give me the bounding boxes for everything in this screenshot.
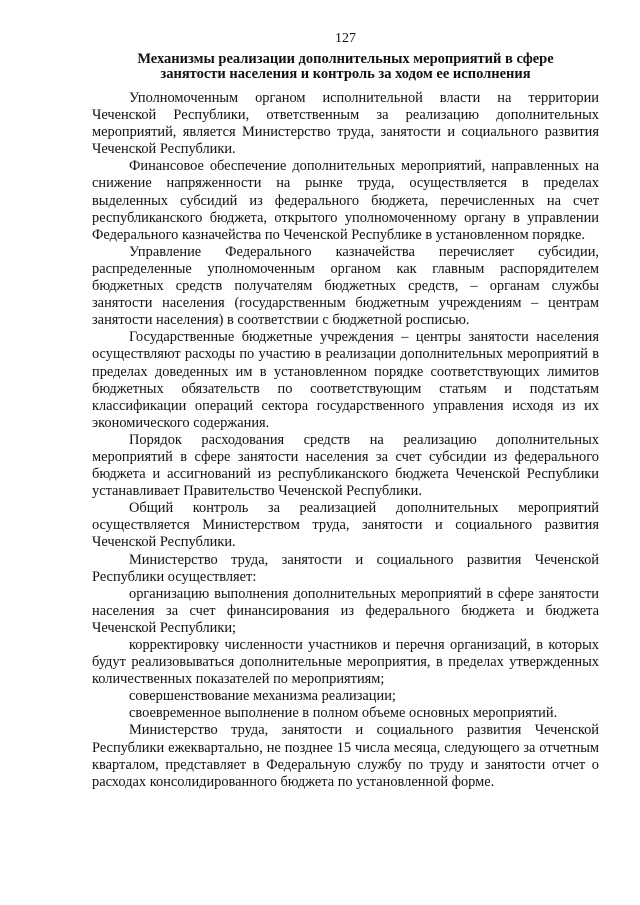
paragraph: Министерство труда, занятости и социального развития Чеченской Республики осуществляет: bbox=[92, 551, 599, 585]
paragraph: Общий контроль за реализацией дополнительных мероприятий осуществляется Министерством труда, занятости и социального развития Чеченской Республики. bbox=[92, 500, 599, 551]
list-item: своевременное выполнение в полном объеме основных мероприятий. bbox=[129, 705, 558, 722]
list-item: организацию выполнения дополнительных мероприятий в сфере занятости населения за счет финансирования из федерального бюджета и бюджета Чеченской Республики; bbox=[92, 585, 599, 636]
list-item: корректировку численности участников и перечня организаций, в которых будут реализовываться дополнительные мероприятия, в пределах утвержденных количественных показателей по мероприятиям; bbox=[92, 637, 599, 688]
section-title-line: занятости населения и контроль за ходом ее исполнения bbox=[160, 66, 531, 82]
paragraph: Государственные бюджетные учреждения – центры занятости населения осуществляют расходы по участию в реализации дополнительных мероприятий в пределах доведенных им в установленном порядке соответствующих лимитов бюджетных обязательств по соответствующим статьям и подстатьям классификации операций сектора государственного управления исходя из их экономического содержания. bbox=[92, 329, 599, 431]
list-item: совершенствование механизма реализации; bbox=[129, 688, 396, 705]
document-page bbox=[92, 30, 599, 791]
body-text bbox=[92, 90, 599, 791]
paragraph: Министерство труда, занятости и социального развития Чеченской Республики ежеквартально, не позднее 15 числа месяца, следующего за отчетным кварталом, представляет в Федеральную службу по труду и занятости отчет о расходах консолидированного бюджета по установленной форме. bbox=[92, 722, 599, 790]
section-title bbox=[92, 52, 599, 82]
paragraph: Уполномоченным органом исполнительной власти на территории Чеченской Республики, ответственным за реализацию дополнительных мероприятий, является Министерство труда, занятости и социального развития Чеченской Республики. bbox=[92, 90, 599, 158]
paragraph: Финансовое обеспечение дополнительных мероприятий, направленных на снижение напряженности на рынке труда, осуществляется в пределах выделенных субсидий из федерального бюджета, перечисленных на счет республиканского бюджета, открытого уполномоченному органу в управлении Федерального казначейства по Чеченской Республике в установленном порядке. bbox=[92, 158, 599, 243]
paragraph: Управление Федерального казначейства перечисляет субсидии, распределенные уполномоченным органом как главным распорядителем бюджетных средств получателям бюджетных средств, – органам службы занятости населения (государственным бюджетным учреждениям – центрам занятости населения) в соответствии с бюджетной росписью. bbox=[92, 243, 599, 329]
section-title-line: Механизмы реализации дополнительных мероприятий в сфере bbox=[137, 51, 554, 67]
page-number: 127 bbox=[335, 31, 356, 46]
paragraph: Порядок расходования средств на реализацию дополнительных мероприятий в сфере занятости населения за счет субсидии из федерального бюджета и ассигнований из республиканского бюджета Чеченской Республики устанавливает Правительство Чеченской Республики. bbox=[92, 431, 599, 500]
